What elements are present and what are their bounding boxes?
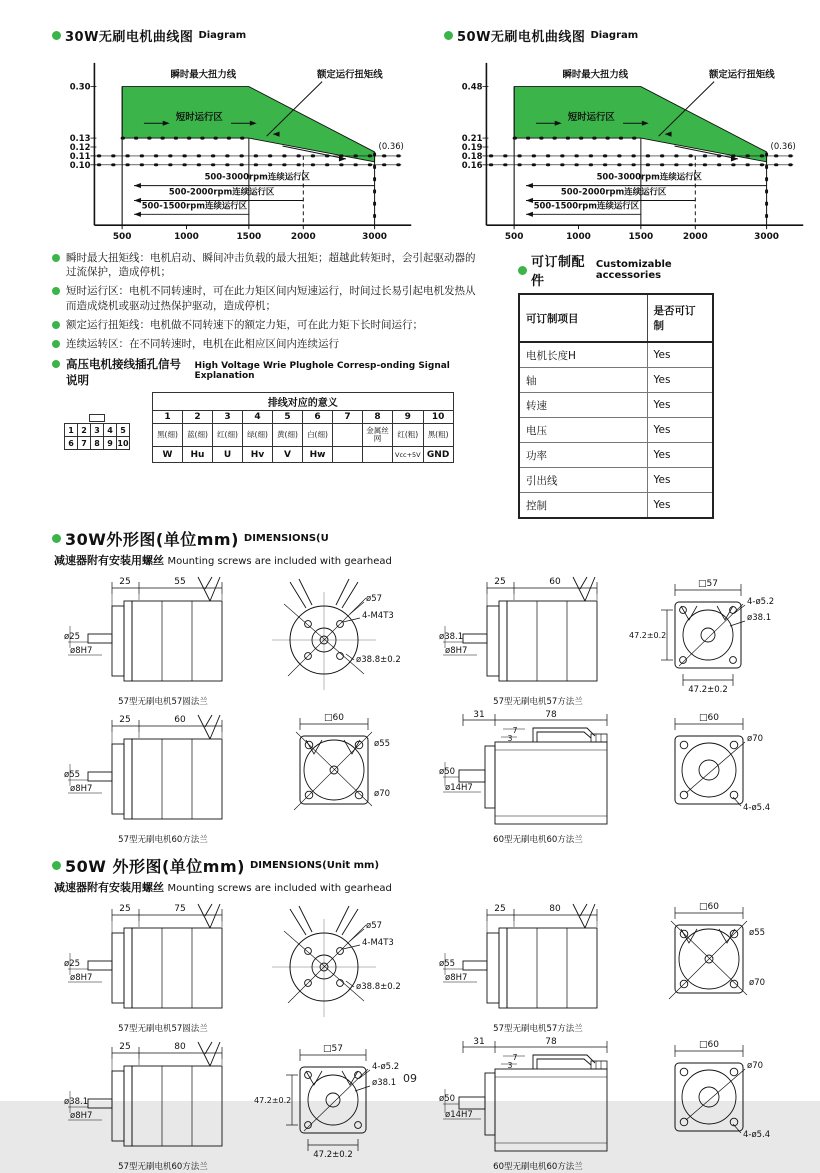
dims50-subtitle-cn: 减速器附有安装用螺丝: [54, 881, 164, 894]
accessories-cell: Yes: [647, 342, 713, 368]
dim-top1: 25: [119, 1042, 131, 1052]
connector-pin: 5: [117, 424, 130, 437]
motor-side-view: [439, 1037, 607, 1151]
motor-side-view: [439, 710, 607, 824]
x-tick-label: 3000: [754, 232, 779, 243]
note-item: [52, 284, 482, 312]
wire-color: [333, 424, 363, 447]
y-tick-label: 0.11: [69, 150, 91, 161]
flange-view: [675, 713, 770, 813]
connector-plug-icon: [64, 414, 130, 450]
drawing-50w-57-square-flange: [427, 897, 789, 1035]
accessories-cell: Yes: [647, 418, 713, 443]
drawing-30w-57-round-flange: [52, 570, 414, 708]
dims30-subtitle-cn: 减速器附有安装用螺丝: [54, 554, 164, 567]
pin-signal: V: [273, 447, 303, 463]
notes-list: [52, 251, 482, 351]
connector-pin: 3: [91, 424, 104, 437]
dim-d2: ø8H7: [445, 973, 468, 983]
y-tick-label: 0.21: [461, 133, 483, 144]
pin-number: 1: [153, 411, 183, 424]
dim-top1: 25: [119, 715, 131, 725]
chart-title-en: Diagram: [198, 30, 247, 41]
x-tick-label: 2000: [682, 232, 708, 243]
signal-section-title: [52, 356, 482, 388]
green-bullet-icon: [52, 287, 60, 295]
flange-view: [669, 902, 765, 999]
flange-d2: ø70: [374, 789, 391, 799]
dim-d2: ø8H7: [445, 646, 468, 656]
dims50-subtitle: [54, 879, 802, 895]
connector-pin: 10: [117, 438, 129, 448]
flange-square-size: □57: [698, 579, 718, 589]
dim-top1: 31: [473, 710, 485, 720]
flange-view: [272, 579, 401, 690]
green-bullet-icon: [52, 254, 60, 262]
pin-number: 7: [333, 411, 363, 424]
dim-top2: 80: [549, 904, 561, 914]
pin-number: 10: [423, 411, 453, 424]
accessories-cell: Yes: [647, 393, 713, 418]
zone-label: 500-1500rpm连续运行区: [141, 200, 248, 211]
dims30-grid: [52, 570, 802, 846]
dim-d1: ø55: [439, 959, 456, 969]
pin-signal: Hu: [183, 447, 213, 463]
pin-signal: Vcc+5V: [393, 447, 424, 463]
flange-bolts: 4-ø5.4: [743, 803, 771, 813]
wire-color: 红(粗): [393, 424, 424, 447]
y-tick-label: 0.12: [69, 141, 91, 152]
flange-view: [294, 713, 390, 810]
dims50-subtitle-en: Mounting screws are included with gearhead: [167, 883, 392, 894]
pin-number: 4: [243, 411, 273, 424]
dims30-heading-cn: 30W外形图(单位mm): [65, 530, 239, 549]
green-bullet-icon: [52, 321, 60, 329]
chart-title-50w: [444, 26, 810, 45]
x-tick-label: 3000: [362, 232, 387, 243]
dims50-heading-en: DIMENSIONS(Unit mm): [249, 860, 380, 871]
connector-pin: 8: [91, 437, 104, 450]
pin-number: 5: [273, 411, 303, 424]
motor-side-view: [64, 577, 222, 681]
pin-number: 2: [183, 411, 213, 424]
wire-color: 黄(细): [273, 424, 303, 447]
drawing-30w-57-square-flange: [427, 570, 789, 708]
flange-square-size: □60: [699, 1040, 719, 1050]
green-bullet-icon: [518, 266, 527, 275]
dim-top2: 78: [545, 1037, 557, 1047]
flange-d1: ø38.1: [747, 613, 772, 623]
y-tick-label: 0.10: [69, 159, 91, 170]
wire-color: 蓝(细): [183, 424, 213, 447]
y-tick-label: 0.48: [461, 81, 483, 92]
rated-torque-label: 额定运行扭矩线: [708, 69, 775, 81]
drawing-50w-60-motor: [427, 1035, 789, 1173]
dim-top1: 25: [494, 577, 506, 587]
drawing-30w-60-motor: [427, 708, 789, 846]
accessories-col-header: 可订制项目: [519, 294, 647, 342]
dim-top2: 60: [174, 715, 186, 725]
dims30-subtitle-en: Mounting screws are included with gearhead: [167, 556, 392, 567]
flange-view: [675, 1040, 770, 1140]
signal-table: [152, 392, 454, 463]
accessories-table: [518, 293, 714, 519]
rated-torque-label: 额定运行扭矩线: [316, 69, 383, 81]
annotation-0.36: (0.36): [770, 140, 796, 151]
flange-bolts: 4-M4T3: [362, 611, 394, 621]
dim-d1: ø38.1: [439, 632, 464, 642]
short-time-zone-label: 短时运行区: [567, 112, 615, 124]
flange-square-size: □60: [324, 713, 344, 723]
dim-top2: 60: [549, 577, 561, 587]
dims50-grid: [52, 897, 802, 1173]
connector-pin: 9: [104, 437, 117, 450]
pin-signal: U: [213, 447, 243, 463]
dim-d1: ø38.1: [64, 1097, 89, 1107]
dim-d1: ø50: [439, 1094, 456, 1104]
wire-color: 金属丝网: [363, 424, 393, 447]
pin-number: 6: [303, 411, 333, 424]
x-tick-label: 500: [504, 232, 524, 243]
zone-label: 500-1500rpm连续运行区: [533, 200, 640, 211]
note-item: [52, 251, 482, 279]
dim-7: 7: [512, 1053, 518, 1062]
flange-bottom-dim: 47.2±0.2: [688, 685, 728, 695]
accessories-title-en: Customizable accessories: [595, 259, 672, 281]
drawing-caption: 57型无刷电机57圆法兰: [118, 697, 208, 707]
drawing-caption: 57型无刷电机60方法兰: [118, 835, 208, 845]
flange-d1: ø55: [749, 928, 766, 938]
dim-7: 7: [512, 726, 518, 735]
y-tick-label: 0.18: [461, 150, 483, 161]
notes-column: [52, 251, 482, 463]
signal-table-title: 排线对应的意义: [153, 393, 454, 411]
dims50-heading-cn: 50W 外形图(单位mm): [65, 857, 245, 876]
flange-square-size: □60: [699, 713, 719, 723]
accessories-column: [518, 251, 724, 519]
note-item: [52, 337, 482, 351]
pin-signal: Hw: [303, 447, 333, 463]
flange-left-dim: 47.2±0.2: [629, 631, 667, 640]
dim-d2: ø14H7: [445, 783, 473, 793]
pin-signal: [363, 447, 393, 463]
dim-top1: 25: [494, 904, 506, 914]
flange-bolts: 4-M4T3: [362, 938, 394, 948]
chart-title-en: Diagram: [590, 30, 639, 41]
flange-d1: ø38.1: [372, 1078, 397, 1088]
peak-torque-label: 瞬时最大扭力线: [170, 69, 237, 81]
charts-row: [52, 26, 802, 245]
pin-signal: [333, 447, 363, 463]
zone-label: 500-3000rpm连续运行区: [596, 171, 702, 182]
drawing-caption: 60型无刷电机60方法兰: [493, 1162, 583, 1172]
pin-signal: Hv: [243, 447, 273, 463]
wire-color: 黑(粗): [423, 424, 453, 447]
accessories-cell: 转速: [519, 393, 647, 418]
flange-bolt-circle: ø38.8±0.2: [356, 655, 401, 665]
accessories-cell: 引出线: [519, 468, 647, 493]
connector-pin-grid: [64, 423, 130, 450]
chart-title-cn: 50W无刷电机曲线图: [457, 30, 586, 45]
flange-bolts: 4-ø5.2: [372, 1062, 400, 1072]
connector-pin: 1: [65, 424, 78, 437]
signal-row: [52, 392, 482, 463]
accessories-cell: Yes: [647, 493, 713, 519]
pin-signal: W: [153, 447, 183, 463]
y-tick-label: 0.16: [461, 159, 483, 170]
motor-side-view: [64, 904, 222, 1008]
dim-d2: ø14H7: [445, 1110, 473, 1120]
flange-bolts: 4-ø5.4: [743, 1130, 771, 1140]
dim-top2: 78: [545, 710, 557, 720]
dim-top2: 75: [174, 904, 186, 914]
wire-color: 黑(细): [153, 424, 183, 447]
chart-block-30w: [52, 26, 418, 245]
dims30-heading-en: DIMENSIONS(U: [243, 533, 329, 544]
middle-row: [52, 251, 802, 519]
note-text: 短时运行区：电机不同转速时，可在此力矩区间内短速运行，时间过长易引起电机发热从而造成烧机或驱动过热保护驱动，造成停机；: [66, 285, 476, 312]
flange-left-dim: 47.2±0.2: [254, 1096, 292, 1105]
short-time-zone-label: 短时运行区: [175, 112, 223, 124]
x-tick-label: 500: [112, 232, 132, 243]
flange-d1: ø57: [366, 921, 383, 931]
torque-curve-chart-30w: [52, 47, 418, 245]
accessories-cell: 轴: [519, 368, 647, 393]
accessories-title-cn: 可订制配件: [531, 255, 586, 289]
motor-side-view: [64, 715, 222, 819]
connector-pin: 6: [65, 437, 78, 450]
wire-color: 绿(细): [243, 424, 273, 447]
dims50-heading: [52, 854, 802, 877]
note-text: 连续运转区：在不同转速时，电机在此相应区间内连续运行: [66, 337, 339, 350]
flange-view: [272, 906, 401, 1017]
connector-pin: 7: [78, 437, 91, 450]
dim-top1: 25: [119, 577, 131, 587]
chart-block-50w: [444, 26, 810, 245]
flange-square-size: □60: [699, 902, 719, 912]
dim-d1: ø50: [439, 767, 456, 777]
x-tick-label: 1500: [236, 232, 262, 243]
chart-title-cn: 30W无刷电机曲线图: [65, 30, 194, 45]
accessories-cell: 电压: [519, 418, 647, 443]
accessories-cell: 电机长度H: [519, 342, 647, 368]
dim-3: 3: [507, 734, 513, 743]
drawing-caption: 57型无刷电机57方法兰: [493, 1024, 583, 1034]
dim-top2: 55: [174, 577, 186, 587]
page-number: 09: [403, 1072, 417, 1085]
x-tick-label: 1500: [628, 232, 654, 243]
motor-side-view: [439, 904, 597, 1008]
dim-d2: ø8H7: [70, 646, 93, 656]
accessories-cell: Yes: [647, 368, 713, 393]
flange-bolts: 4-ø5.2: [747, 597, 775, 607]
flange-bottom-dim: 47.2±0.2: [313, 1150, 353, 1160]
dim-d1: ø25: [64, 959, 81, 969]
zone-label: 500-2000rpm连续运行区: [560, 186, 667, 197]
green-bullet-icon: [52, 534, 61, 543]
annotation-0.36: (0.36): [378, 140, 404, 151]
green-bullet-icon: [52, 31, 61, 40]
dims30-subtitle: [54, 552, 802, 568]
flange-d1: ø70: [747, 734, 764, 744]
flange-square-size: □57: [323, 1044, 343, 1054]
dim-3: 3: [507, 1061, 513, 1070]
motor-side-view: [439, 577, 597, 681]
dim-d2: ø8H7: [70, 784, 93, 794]
dim-d2: ø8H7: [70, 973, 93, 983]
dims30-heading: [52, 527, 802, 550]
y-tick-label: 0.30: [69, 81, 91, 92]
motor-side-view: [64, 1042, 222, 1146]
flange-view: [254, 1044, 399, 1160]
accessories-title: [518, 251, 724, 289]
connector-latch: [89, 414, 105, 422]
dim-d1: ø25: [64, 632, 81, 642]
flange-d1: ø70: [747, 1061, 764, 1071]
dim-d2: ø8H7: [70, 1111, 93, 1121]
x-tick-label: 1000: [566, 232, 591, 243]
green-bullet-icon: [52, 360, 60, 368]
green-bullet-icon: [52, 340, 60, 348]
peak-torque-label: 瞬时最大扭力线: [562, 69, 629, 81]
connector-pin: 2: [78, 424, 91, 437]
flange-bolt-circle: ø38.8±0.2: [356, 982, 401, 992]
accessories-cell: 功率: [519, 443, 647, 468]
flange-d2: ø70: [749, 978, 766, 988]
accessories-cell: 控制: [519, 493, 647, 519]
pin-signal: GND: [423, 447, 453, 463]
dim-top1: 31: [473, 1037, 485, 1047]
signal-title-en: High Voltage Wrie Plughole Corresp-onding Signal Explanation: [194, 361, 450, 382]
drawing-30w-60-square-flange: [52, 708, 414, 846]
flange-d1: ø55: [374, 739, 391, 749]
drawing-caption: 60型无刷电机60方法兰: [493, 835, 583, 845]
torque-curve-chart-50w: [444, 47, 810, 245]
green-bullet-icon: [52, 861, 61, 870]
x-tick-label: 2000: [290, 232, 316, 243]
zone-label: 500-3000rpm连续运行区: [204, 171, 310, 182]
zone-label: 500-2000rpm连续运行区: [168, 186, 275, 197]
chart-title-30w: [52, 26, 418, 45]
note-text: 额定运行扭矩线：电机做不同转速下的额定力矩，可在此力矩下长时间运行；: [66, 318, 423, 331]
green-bullet-icon: [444, 31, 453, 40]
accessories-cell: Yes: [647, 443, 713, 468]
dim-top2: 80: [174, 1042, 186, 1052]
flange-d1: ø57: [366, 594, 383, 604]
drawing-50w-60-square-flange: [52, 1035, 414, 1173]
accessories-col-header: 是否可订制: [647, 294, 713, 342]
wire-color: 红(细): [213, 424, 243, 447]
pin-number: 9: [393, 411, 424, 424]
signal-title-cn: 高压电机接线插孔信号说明: [66, 357, 181, 388]
dim-top1: 25: [119, 904, 131, 914]
accessories-cell: Yes: [647, 468, 713, 493]
x-tick-label: 1000: [174, 232, 199, 243]
note-text: 瞬时最大扭矩线：电机启动、瞬间冲击负载的最大扭矩；超越此转矩时，会引起驱动器的过流保护，造成停机；: [66, 252, 476, 279]
y-tick-label: 0.13: [69, 133, 91, 144]
connector-pin: 4: [104, 424, 117, 437]
note-item: [52, 318, 482, 332]
drawing-caption: 57型无刷电机57方法兰: [493, 697, 583, 707]
wire-color: 白(细): [303, 424, 333, 447]
flange-view: [629, 579, 774, 695]
pin-number: 8: [363, 411, 393, 424]
y-tick-label: 0.19: [461, 141, 483, 152]
drawing-caption: 57型无刷电机60方法兰: [118, 1162, 208, 1172]
dim-d1: ø55: [64, 770, 81, 780]
pin-number: 3: [213, 411, 243, 424]
drawing-50w-57-round-flange: [52, 897, 414, 1035]
drawing-caption: 57型无刷电机57圆法兰: [118, 1024, 208, 1034]
